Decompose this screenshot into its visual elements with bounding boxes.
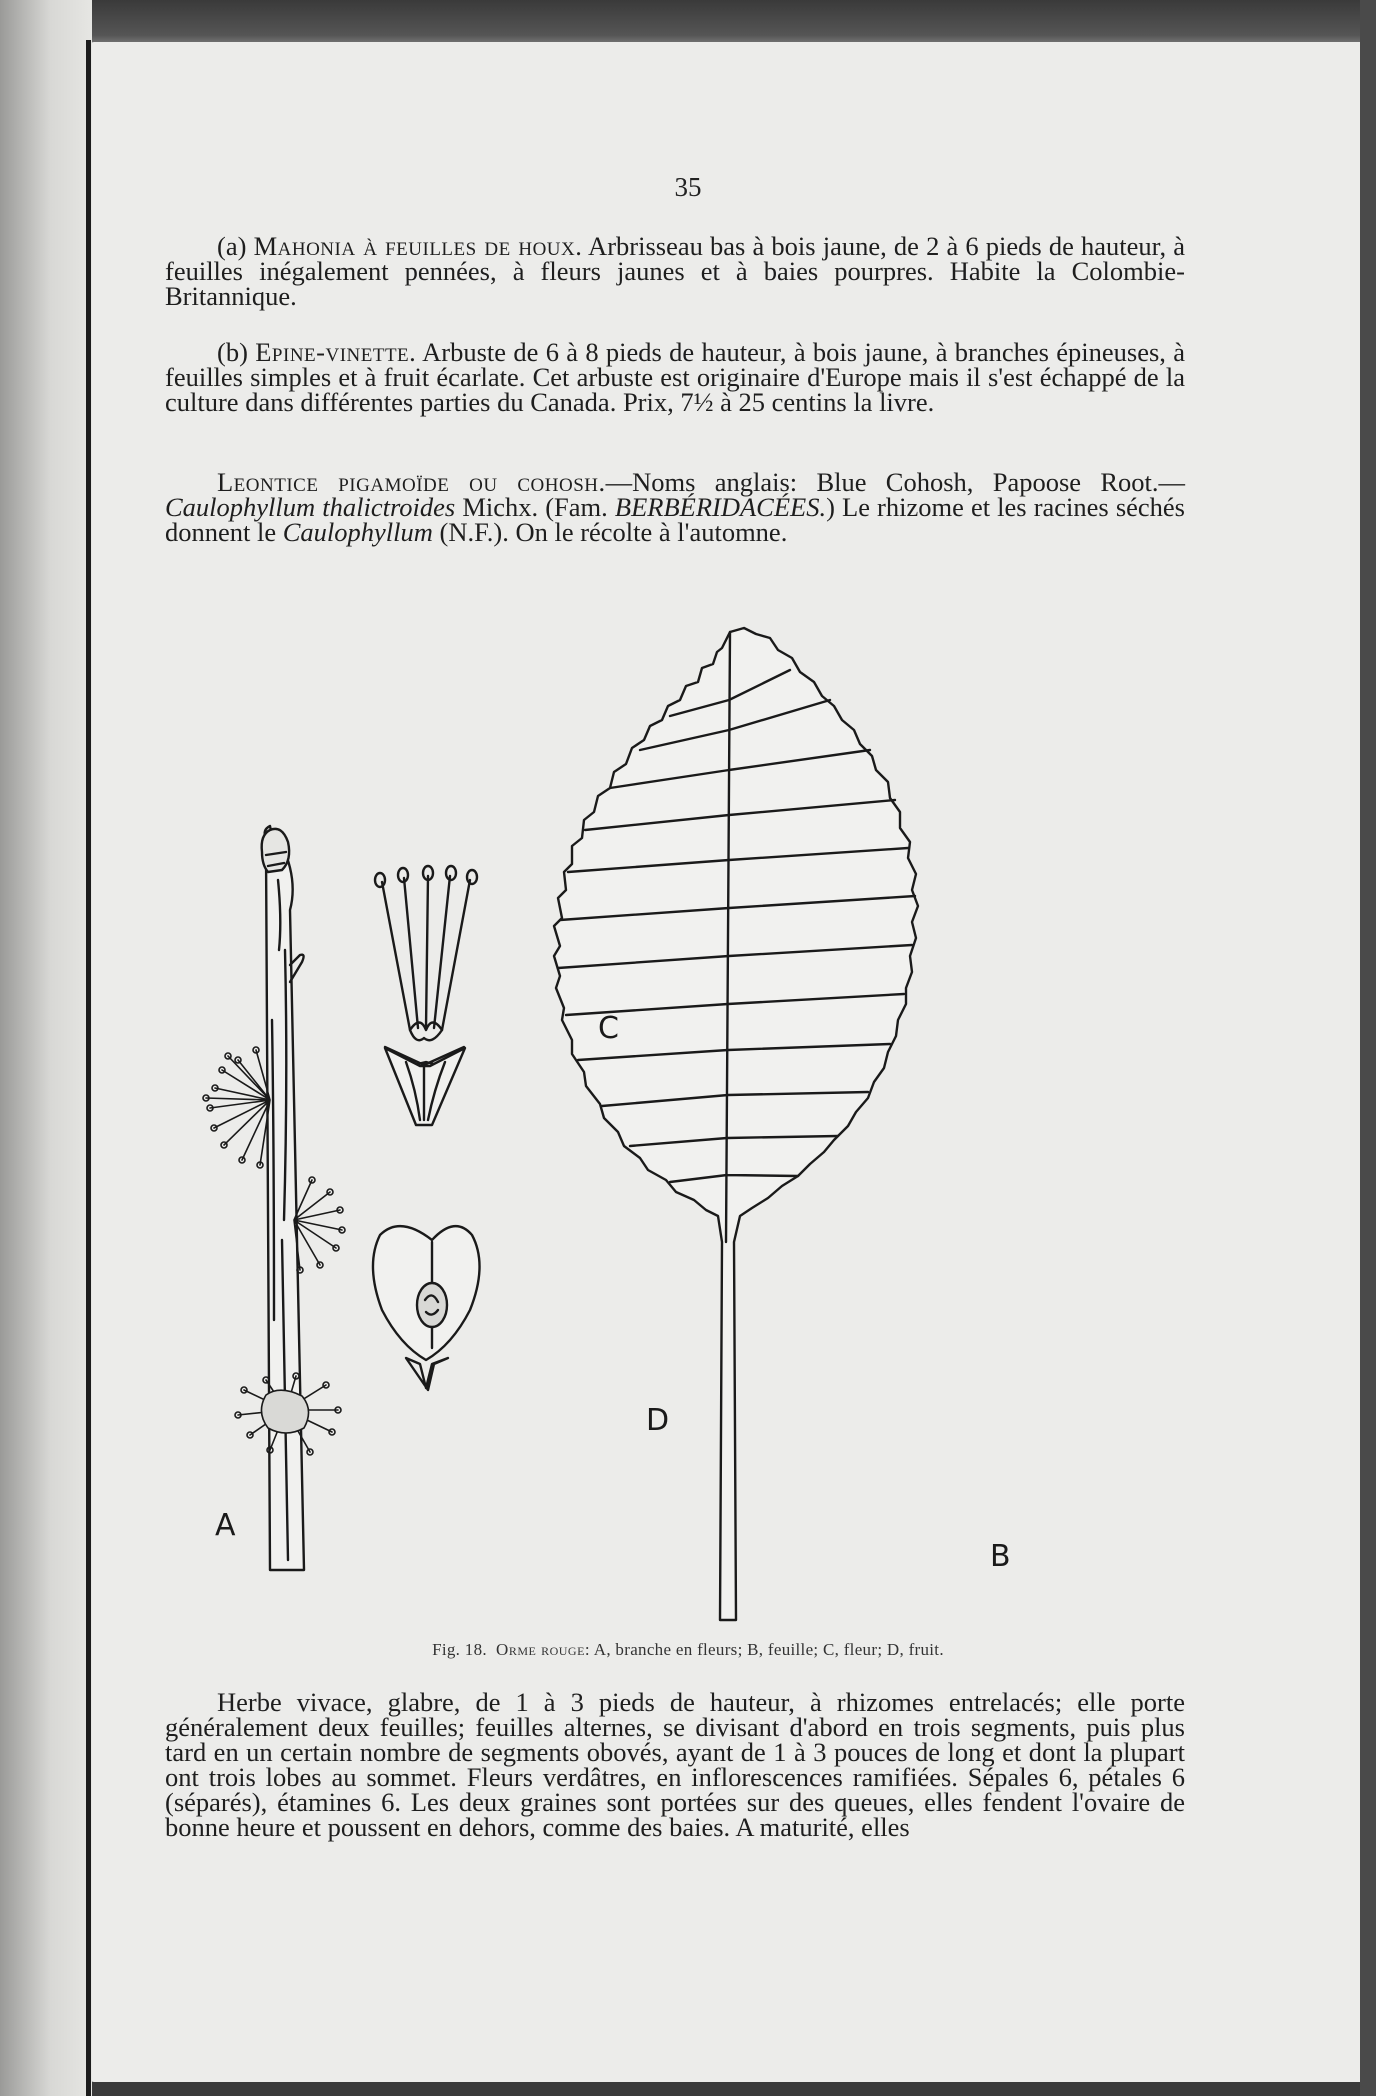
- label-c: C: [598, 1011, 619, 1046]
- caption-fig-number: Fig. 18.: [432, 1640, 487, 1659]
- spine-line: [86, 40, 91, 2096]
- paragraph-text: Michx. (Fam.: [455, 492, 615, 522]
- paragraph-text: ) Le rhizome et les racines séchés donnent le: [165, 492, 1185, 547]
- label-d: D: [646, 1403, 670, 1438]
- drug-name: Caulophyllum: [282, 517, 433, 547]
- flower-drawing: [375, 866, 477, 1125]
- paragraph-heading: Leontice pigamoïde ou cohosh.: [217, 467, 606, 497]
- figure-caption: [0, 1640, 1376, 1660]
- paragraph-text: —Noms anglais: Blue Cohosh, Papoose Root.—: [605, 467, 1186, 497]
- paragraph-heading: Epine-vinette.: [255, 337, 417, 367]
- label-a: A: [215, 1508, 236, 1543]
- caption-text: A, branche en fleurs; B, feuille; C, fleur; D, fruit.: [590, 1640, 944, 1659]
- branch-drawing: [203, 826, 345, 1570]
- caption-title: Orme rouge:: [496, 1640, 591, 1659]
- latin-name: Caulophyllum thalictroides: [165, 492, 456, 522]
- figure-elm-illustration: [170, 620, 1190, 1630]
- scan-right-edge: [1360, 0, 1376, 2096]
- paragraph-leontice: [165, 467, 1186, 547]
- book-spine: [0, 0, 92, 2096]
- scan-top-edge: [0, 0, 1376, 44]
- paragraph-text: (N.F.). On le récolte à l'automne.: [432, 517, 788, 547]
- label-b: B: [990, 1539, 1011, 1574]
- flower-cluster-middle: [294, 1177, 345, 1273]
- paragraph-text: Arbrisseau bas à bois jaune, de 2 à 6 pieds de hauteur, à feuilles inégalement pennées, à fleurs jaunes et à baies pourpres. Habite la Colombie-Britannique.: [165, 231, 1185, 311]
- paragraph-text: Arbuste de 6 à 8 pieds de hauteur, à bois jaune, à branches épineuses, à feuilles simples et à fruit écarlate. Cet arbuste est originaire d'Europe mais il s'est échappé de la culture dans différentes parties du Canada. Prix, 7½ à 25 centins la livre.: [165, 337, 1186, 417]
- paragraph-marker: (b): [217, 337, 248, 367]
- family-name: BERBÉRIDACÉES.: [614, 492, 827, 522]
- paragraph-marker: (a): [217, 231, 247, 261]
- paragraph-mahonia: [165, 231, 1185, 311]
- flower-cluster-upper: [203, 1047, 270, 1168]
- paragraph-description: Herbe vivace, glabre, de 1 à 3 pieds de hauteur, à rhizomes entrelacés; elle porte généralement deux feuilles; feuilles alternes, se divisant d'abord en trois segments, puis plus tard en un certain nombre de segments obovés, ayant de 1 à 3 pouces de long et dont la plupart ont trois lobes au sommet. Fleurs verdâtres, en inflorescences ramifiées. Sépales 6, pétales 6 (séparés), étamines 6. Les deux graines sont portées sur des queues, elles fendent l'ovaire de bonne heure et poussent en dehors, comme des baies. A maturité, elles: [165, 1687, 1185, 1842]
- leaf-drawing: [554, 628, 918, 1620]
- paragraph-epine-vinette: [165, 337, 1186, 417]
- paragraph-heading: Mahonia à feuilles de houx.: [253, 231, 583, 261]
- fruit-drawing: [373, 1226, 480, 1390]
- page-number: 35: [674, 172, 702, 202]
